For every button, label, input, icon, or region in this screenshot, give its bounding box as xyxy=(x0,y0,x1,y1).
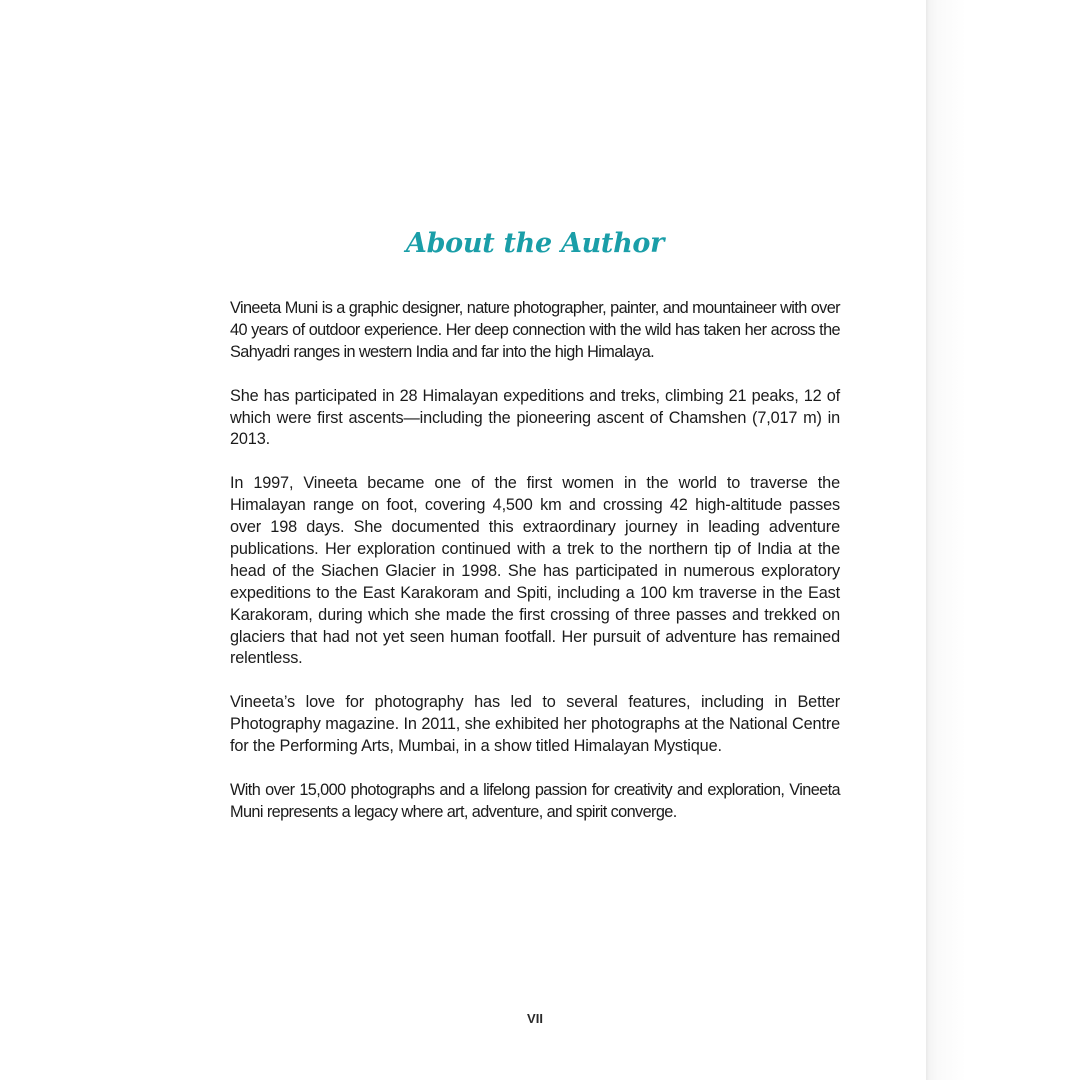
bio-paragraph-2: She has participated in 28 Himalayan expeditions and treks, climbing 21 peaks, 12 of which were first ascents—including the pioneering ascent of Chamshen (7,017 m) in 2013. xyxy=(230,386,840,449)
page-number: VII xyxy=(527,1011,543,1026)
page-edge-shadow xyxy=(926,0,1080,1080)
bio-paragraph-5: With over 15,000 photographs and a lifelong passion for creativity and exploration, Vineeta Muni represents a legacy where art, adventure, and spirit converge. xyxy=(230,780,840,821)
bio-paragraph-1: Vineeta Muni is a graphic designer, nature photographer, painter, and mountaineer with over 40 years of outdoor experience. Her deep connection with the wild has taken her across the Sahyadri ranges in western India and far into the high Himalaya. xyxy=(230,299,840,361)
bio-paragraph-4: Vineeta’s love for photography has led to several features, including in Better Photography magazine. In 2011, she exhibited her photographs at the National Centre for the Performing Arts, Mumbai, in a show titled Himalayan Mystique. xyxy=(230,693,840,756)
page-title: About the Author xyxy=(405,228,665,259)
bio-paragraph-3: In 1997, Vineeta became one of the first women in the world to traverse the Himalayan range on foot, covering 4,500 km and crossing 42 high-altitude passes over 198 days. She documented this extraordinary journey in leading adventure publications. Her exploration continued with a trek to the northern tip of India at the head of the Siachen Glacier in 1998. She has participated in numerous exploratory expeditions to the East Karakoram and Spiti, including a 100 km traverse in the East Karakoram, during which she made the first crossing of three passes and trekked on glaciers that had not yet seen human footfall. Her pursuit of adventure has remained relentless. xyxy=(230,474,840,668)
author-bio xyxy=(230,298,840,846)
